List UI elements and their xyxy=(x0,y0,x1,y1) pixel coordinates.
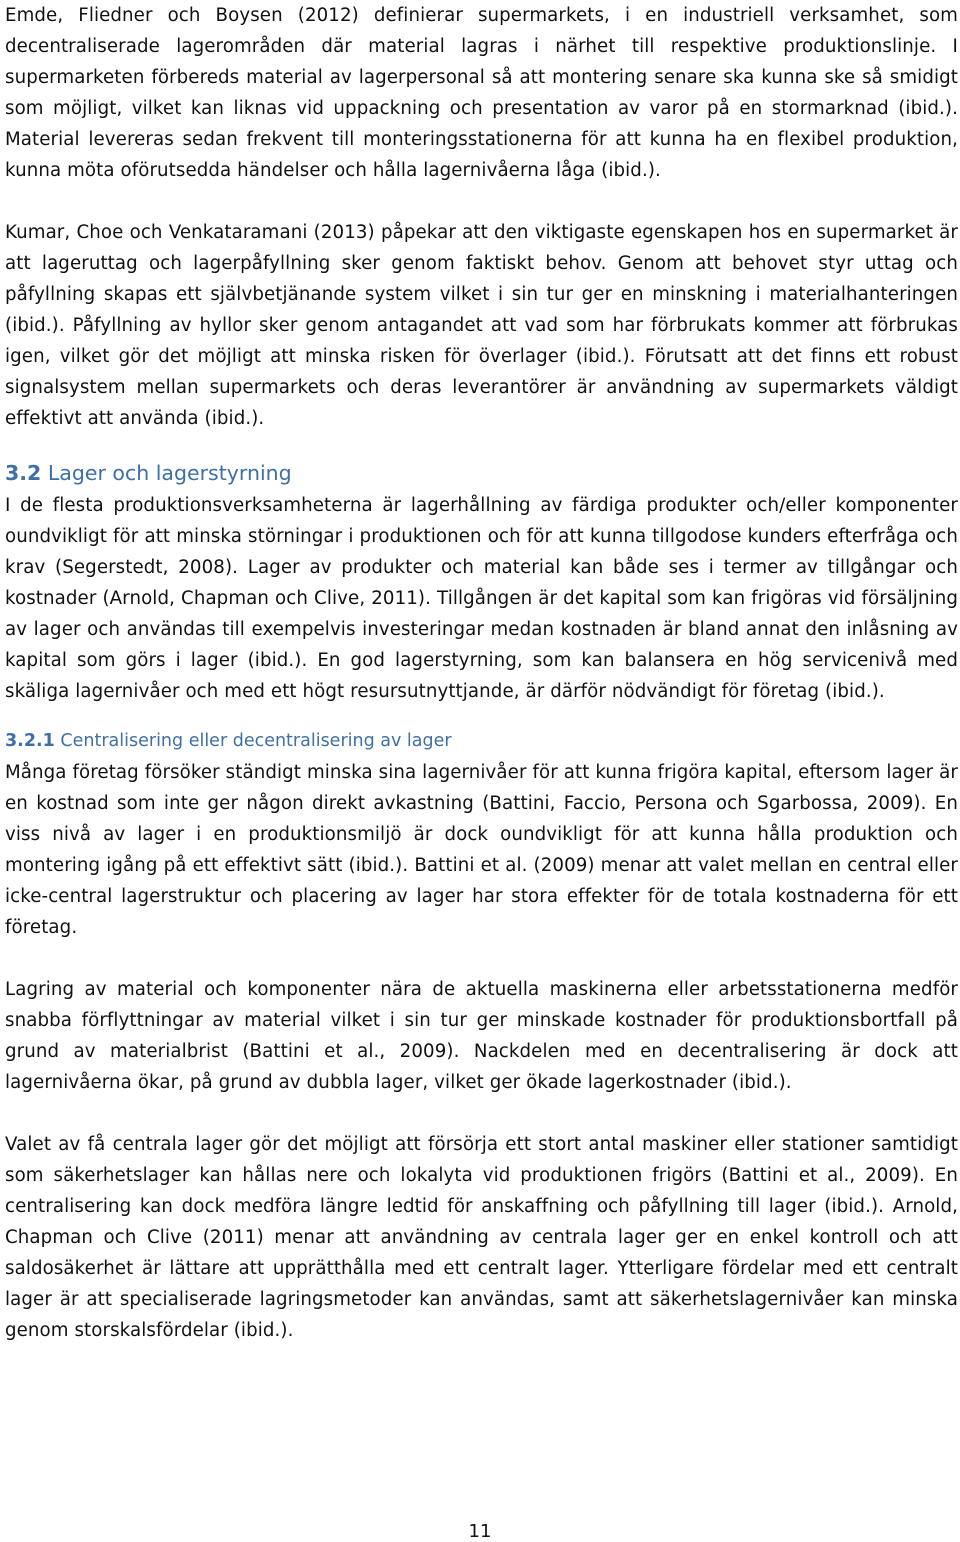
section-number: 3.2 xyxy=(5,461,42,485)
subsection-title: Centralisering eller decentralisering av lager xyxy=(60,731,452,751)
subsection-number: 3.2.1 xyxy=(5,731,55,751)
subsection-heading xyxy=(5,726,958,756)
section-heading xyxy=(5,457,958,489)
document-page xyxy=(5,0,958,1346)
body-paragraph-6: Valet av få centrala lager gör det möjligt att försörja ett stort antal maskiner eller stationer samtidigt som säkerhetslager kan hållas nere och lokalyta vid produktionen frigörs (Battini et al., 2009). En centralisering kan dock medföra längre ledtid för anskaffning och påfyllning till lager (ibid.). Arnold, Chapman och Clive (2011) menar att användning av centrala lager ger en enkel kontroll och att saldosäkerhet är lättare att upprätthålla med ett centralt lager. Ytterligare fördelar med ett centralt lager är att specialiserade lagringsmetoder kan användas, samt att säkerhetslagernivåer kan minska genom storskalsfördelar (ibid.). xyxy=(5,1134,958,1341)
body-paragraph-5: Lagring av material och komponenter nära de aktuella maskinerna eller arbetsstationerna medför snabba förflyttningar av material vilket i sin tur ger minskade kostnader för produktionsbortfall på grund av materialbrist (Battini et al., 2009). Nackdelen med en decentralisering är dock att lagernivåerna ökar, på grund av dubbla lager, vilket ger ökade lagerkostnader (ibid.). xyxy=(5,979,958,1093)
body-paragraph-4: Många företag försöker ständigt minska sina lagernivåer för att kunna frigöra kapital, eftersom lager är en kostnad som inte ger någon direkt avkastning (Battini, Faccio, Persona och Sgarbossa, 2009). En viss nivå av lager i en produktionsmiljö är dock oundvikligt för att kunna hålla produktion och montering igång på ett effektivt sätt (ibid.). Battini et al. (2009) menar att valet mellan en central eller icke-central lagerstruktur och placering av lager har stora effekter för de totala kostnaderna för ett företag. xyxy=(5,762,958,938)
body-paragraph-3: I de flesta produktionsverksamheterna är lagerhållning av färdiga produkter och/eller komponenter oundvikligt för att minska störningar i produktionen och för att kunna tillgodose kunders efterfråga och krav (Segerstedt, 2008). Lager av produkter och material kan både ses i termer av tillgångar och kostnader (Arnold, Chapman och Clive, 2011). Tillgången är det kapital som kan frigöras vid försäljning av lager och användas till exempelvis investeringar medan kostnaden är bland annat den inlåsning av kapital som görs i lager (ibid.). En god lagerstyrning, som kan balansera en hög servicenivå med skäliga lagernivåer och med ett högt resursutnyttjande, är därför nödvändigt för företag (ibid.). xyxy=(5,495,958,702)
body-paragraph-1: Emde, Fliedner och Boysen (2012) definierar supermarkets, i en industriell verksamhet, som decentraliserade lagerområden där material lagras i närhet till respektive produktionslinje. I supermarketen förbereds material av lagerpersonal så att montering senare ska kunna ske så smidigt som möjligt, vilket kan liknas vid uppackning och presentation av varor på en stormarknad (ibid.). Material levereras sedan frekvent till monteringsstationerna för att kunna ha en flexibel produktion, kunna möta oförutsedda händelser och hålla lagernivåerna låga (ibid.). xyxy=(5,5,958,181)
body-paragraph-2: Kumar, Choe och Venkataramani (2013) påpekar att den viktigaste egenskapen hos en supermarket är att lageruttag och lagerpåfyllning sker genom faktiskt behov. Genom att behovet styr uttag och påfyllning skapas ett självbetjänande system vilket i sin tur ger en minskning i materialhanteringen (ibid.). Påfyllning av hyllor sker genom antagandet att vad som har förbrukats kommer att förbrukas igen, vilket gör det möjligt att minska risken för överlager (ibid.). Förutsatt att det finns ett robust signalsystem mellan supermarkets och deras leverantörer är användning av supermarkets väldigt effektivt att använda (ibid.). xyxy=(5,222,958,429)
page-number: 11 xyxy=(468,1521,492,1542)
section-title: Lager och lagerstyrning xyxy=(47,461,292,485)
